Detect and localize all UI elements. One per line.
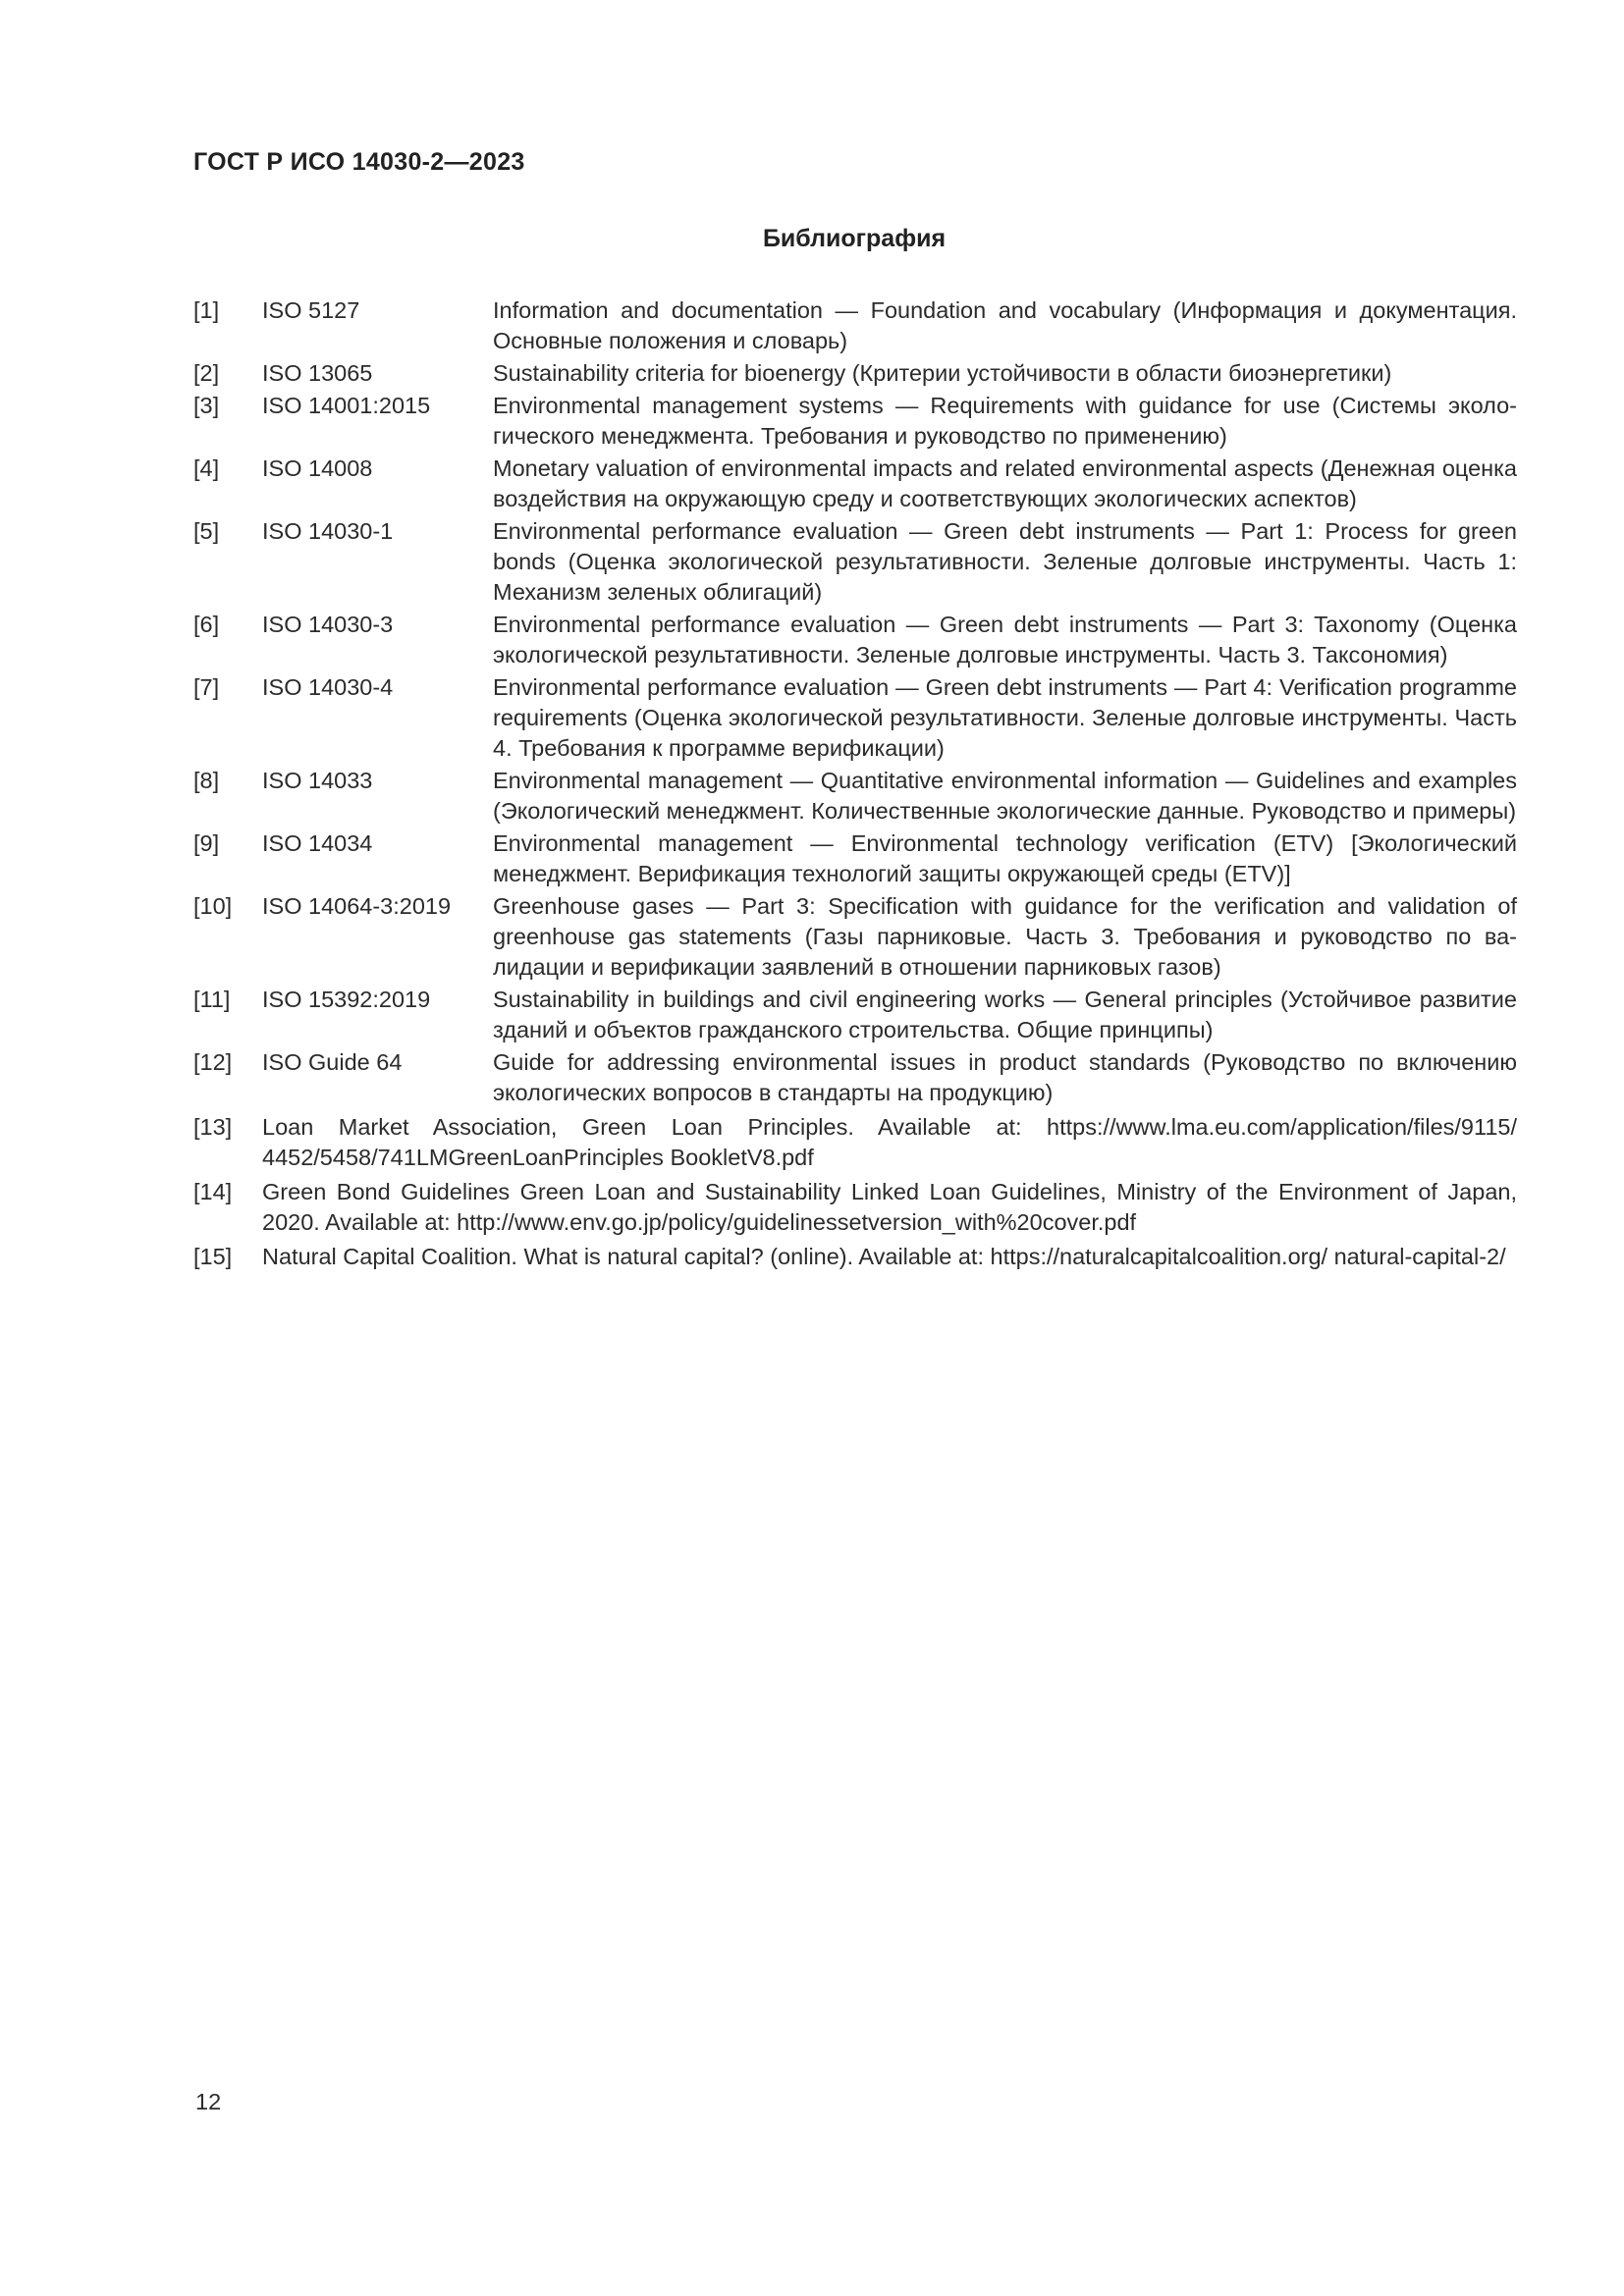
entry-description: Environmental performance evaluation — Green debt instruments — Part 3: Taxonomy (Оценка экологической результативности. Зеленые долговые инструменты. Часть 3. Таксономия) [493, 612, 1517, 667]
entry-description: Environmental performance evaluation — Green debt instruments — Part 4: Verification programme requirements (Оценка экологической результативности. Зеленые долговые инструменты. Часть 4. Требования к программе верификации) [493, 674, 1517, 761]
bibliography-entry [193, 516, 1517, 608]
entry-standard-code: ISO 14030-1 [262, 518, 394, 544]
bibliography-entry [193, 610, 1517, 670]
entry-number: [3] [193, 393, 220, 418]
entry-number: [12] [193, 1049, 233, 1075]
entry-standard-code: ISO 14064-3:2019 [262, 893, 452, 919]
entry-number: [1] [193, 297, 220, 323]
entry-number: [5] [193, 518, 220, 544]
entry-standard-code: ISO 14008 [262, 455, 373, 481]
entry-number: [15] [193, 1244, 233, 1269]
entry-description: Environmental management systems — Requirements with guidance for use (Системы экологического менеджмента. Требования и руководство по применению) [493, 393, 1517, 449]
bibliography-title: Библиография [762, 225, 947, 252]
entry-number: [10] [193, 893, 233, 919]
entry-description: Sustainability criteria for bioenergy (Критерии устойчивости в области биоэнергетики) [493, 360, 1392, 386]
entry-number: [13] [193, 1114, 233, 1140]
entry-standard-code: ISO 15392:2019 [262, 987, 431, 1012]
entry-description: Environmental management — Environmental technology verification (ETV) [Экологический менеджмент. Верификация технологий защиты окружающей среды (ETV)] [493, 830, 1517, 886]
entry-number: [11] [193, 987, 231, 1012]
entry-description: Guide for addressing environmental issues in product standards (Руководство по включению экологических вопросов в стандарты на продукцию) [493, 1049, 1517, 1105]
external-reference-entry [193, 1177, 1517, 1238]
entry-standard-code: ISO 14001:2015 [262, 393, 431, 418]
entry-standard-code: ISO 14034 [262, 830, 373, 856]
entry-standard-code: ISO 13065 [262, 360, 373, 386]
bibliography-entry [193, 891, 1517, 983]
bibliography-entry [193, 358, 1517, 389]
bibliography-entry [193, 985, 1517, 1045]
bibliography-entry [193, 766, 1517, 827]
entry-description: Monetary valuation of environmental impacts and related environmental aspects (Денежная оценка воздействия на окружающую среду и соответствующих экологических аспектов) [493, 455, 1517, 511]
entry-number: [14] [193, 1179, 233, 1204]
entry-description: Green Bond Guidelines Green Loan and Sustainability Linked Loan Guidelines, Ministry of the Environment of Japan, 2020. Available at: http://www.env.go.jp/policy/guidelinessetversion_with%20cover.pdf [262, 1179, 1517, 1235]
entry-description: Natural Capital Coalition. What is natural capital? (online). Available at: https://naturalcapitalcoalition.org/ natural-capital-2/ [262, 1244, 1506, 1269]
page-number: 12 [195, 2089, 222, 2114]
entry-standard-code: ISO 5127 [262, 297, 360, 323]
bibliography-entry [193, 1047, 1517, 1108]
bibliography-entry [193, 454, 1517, 514]
entry-standard-code: ISO 14030-4 [262, 674, 394, 700]
bibliography-entry [193, 672, 1517, 764]
entry-description: Environmental performance evaluation — Green debt instruments — Part 1: Process for green bonds (Оценка экологической результативности. Зеленые долговые инструменты. Часть 1: Механизм зеленых облигаций) [493, 518, 1517, 605]
entry-standard-code: ISO 14030-3 [262, 612, 394, 637]
entry-description: Greenhouse gases — Part 3: Specification with guidance for the verification and validation of greenhouse gas statements (Газы парниковые. Часть 3. Требования и руководство по валидации и верификации заявлений в отношении парниковых газов) [493, 893, 1517, 980]
entry-standard-code: ISO 14033 [262, 768, 373, 793]
entry-description: Sustainability in buildings and civil engineering works — General principles (Устойчивое развитие зданий и объектов гражданского строительства. Общие принципы) [493, 987, 1517, 1042]
entry-description: Loan Market Association, Green Loan Principles. Available at: https://www.lma.eu.com/application/files/9115/ 4452/5458/741LMGreenLoanPrinciples BookletV8.pdf [262, 1114, 1517, 1170]
bibliography-entry [193, 828, 1517, 889]
document-header-code: ГОСТ Р ИСО 14030-2—2023 [193, 148, 525, 176]
bibliography-entry [193, 295, 1517, 356]
entry-number: [6] [193, 612, 220, 637]
entry-number: [4] [193, 455, 220, 481]
external-reference-entry [193, 1112, 1517, 1173]
entry-number: [9] [193, 830, 220, 856]
entry-standard-code: ISO Guide 64 [262, 1049, 403, 1075]
entry-number: [8] [193, 768, 220, 793]
bibliography-entry [193, 391, 1517, 452]
entry-description: Environmental management — Quantitative environmental information — Guidelines and examples (Экологический менеджмент. Количественные экологические данные. Руководство и примеры) [493, 768, 1517, 824]
entry-description: Information and documentation — Foundation and vocabulary (Информация и документация. Основные положения и словарь) [493, 297, 1517, 353]
entry-number: [7] [193, 674, 220, 700]
entry-number: [2] [193, 360, 220, 386]
bibliography-list [193, 295, 1517, 1274]
external-reference-entry [193, 1242, 1517, 1272]
